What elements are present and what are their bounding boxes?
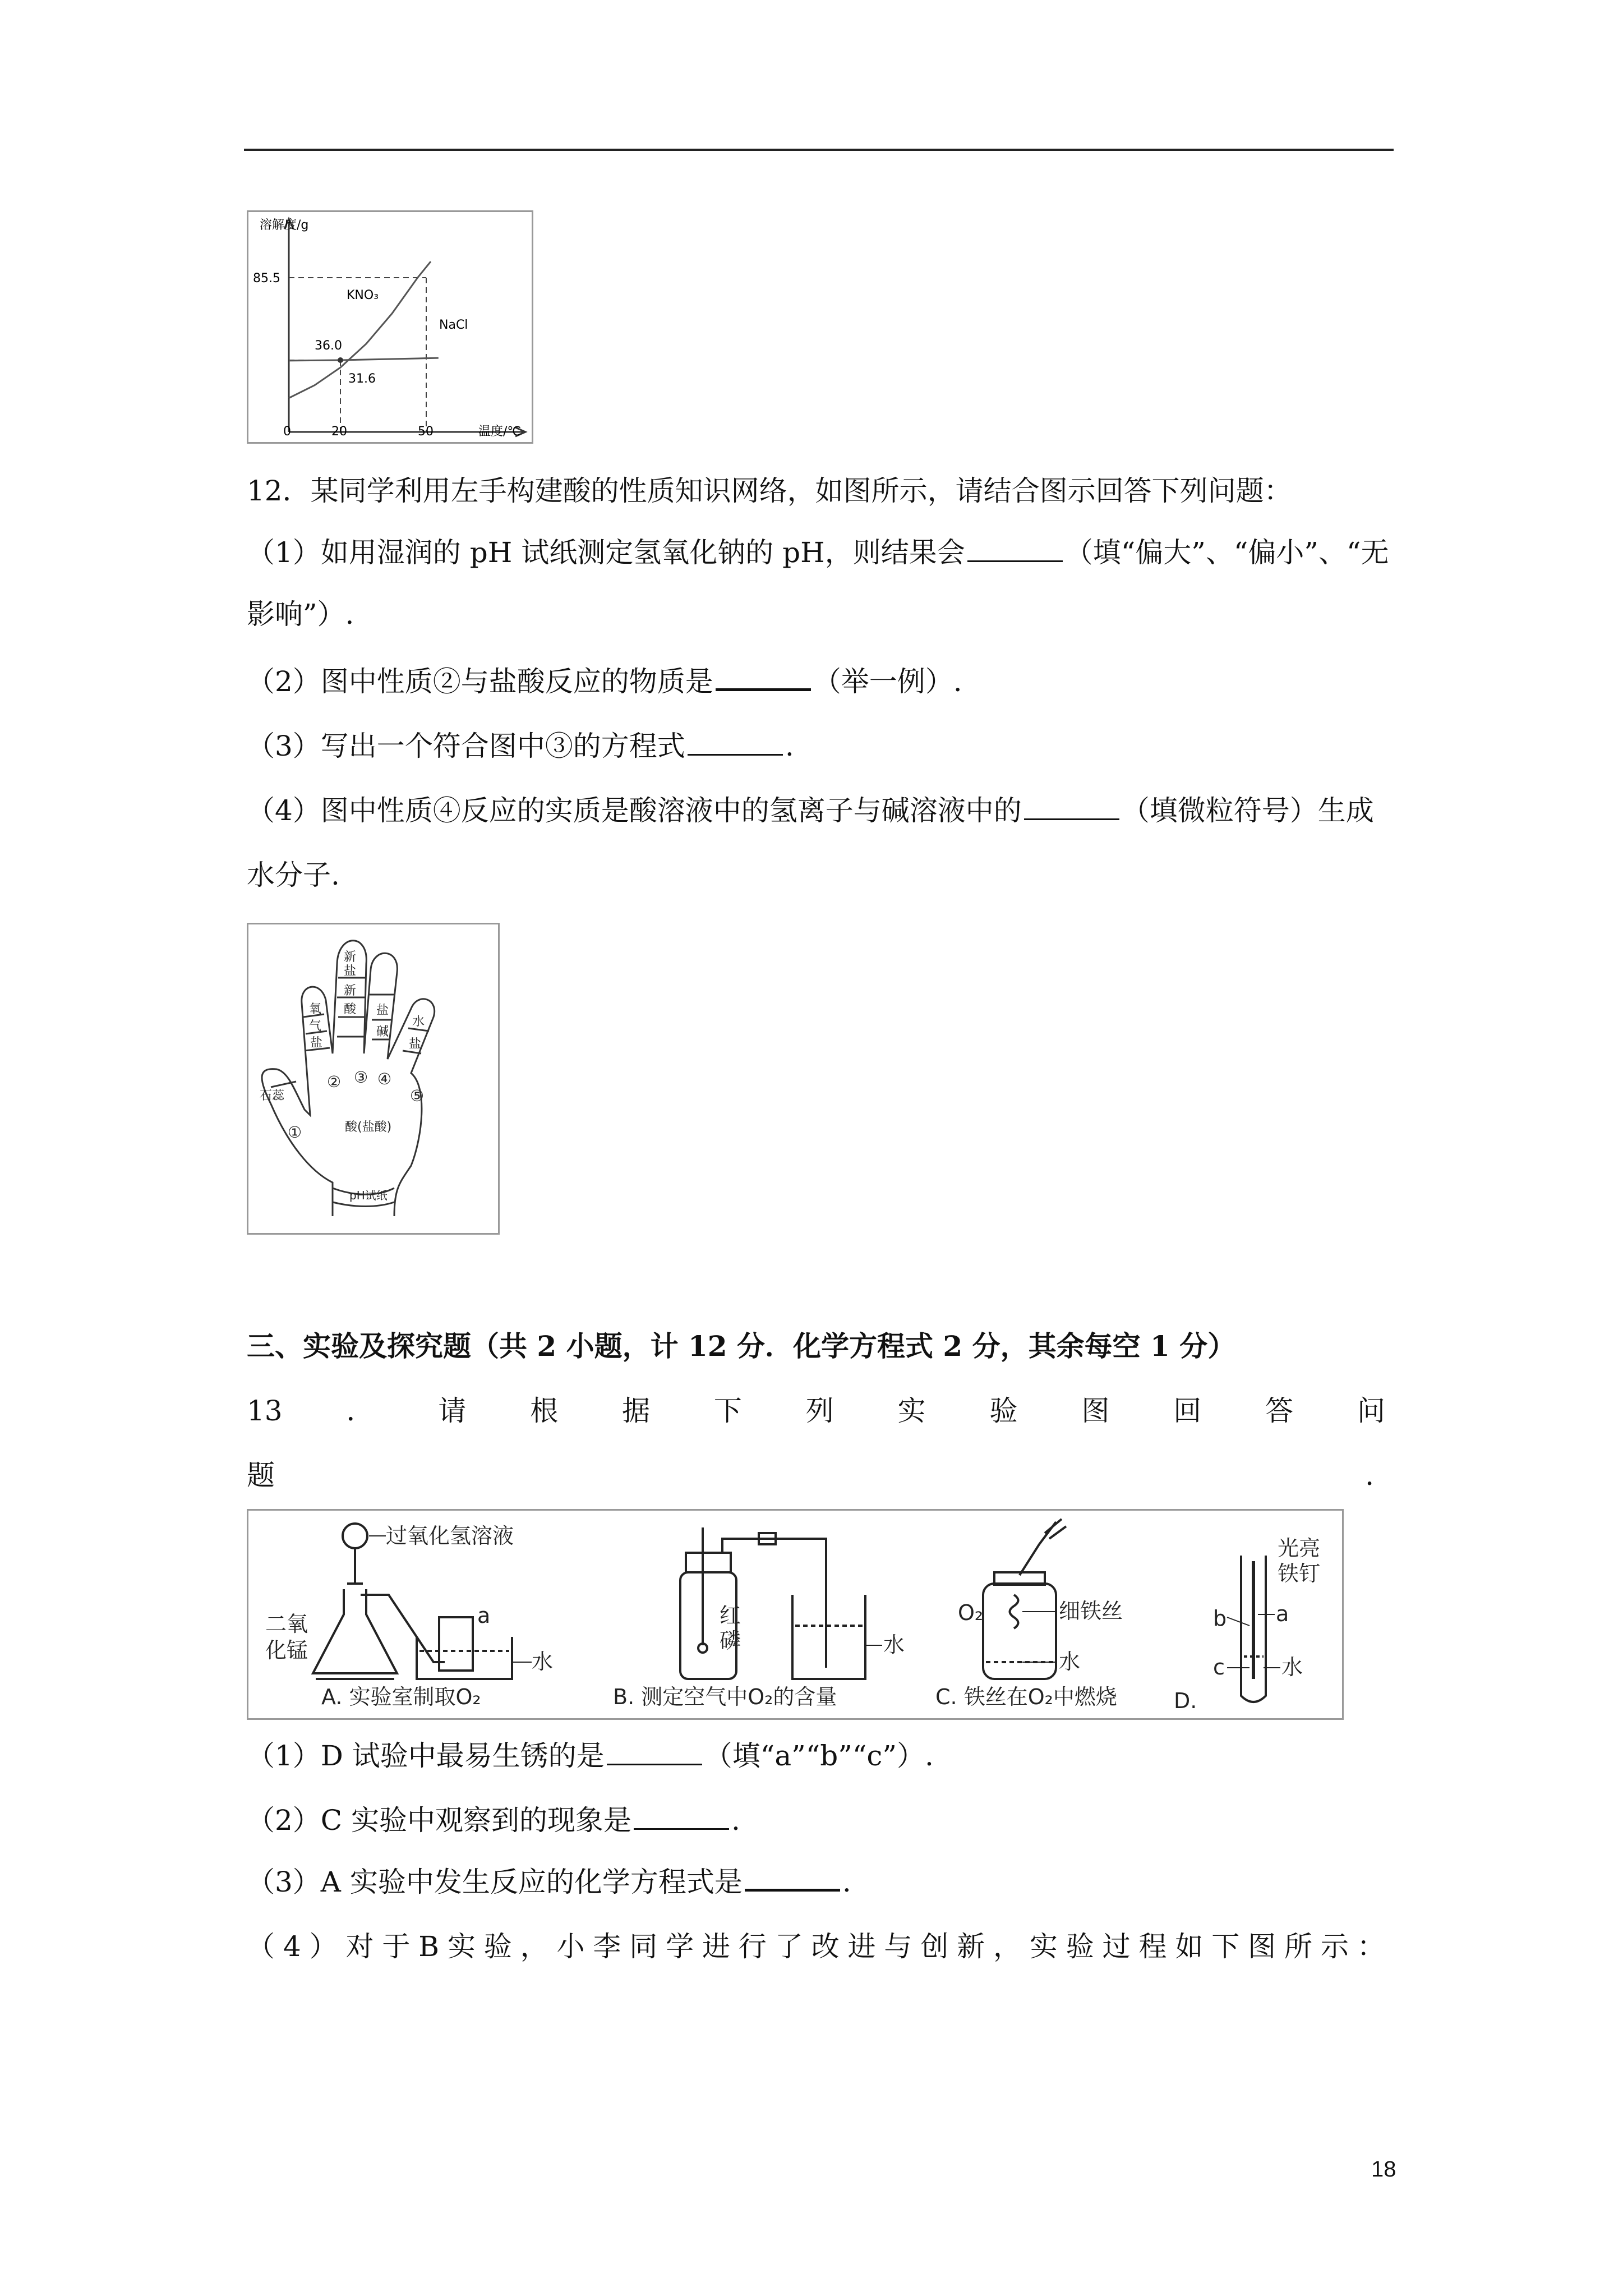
page-number: 18 xyxy=(1371,2157,1396,2182)
q13-part1: （1）D 试验中最易生锈的是 （填“a”“b”“c”）. xyxy=(247,1740,934,1772)
svg-text:b: b xyxy=(1213,1606,1227,1631)
svg-text:盐: 盐 xyxy=(409,1037,422,1051)
svg-text:氧: 氧 xyxy=(309,1002,322,1016)
svg-text:红: 红 xyxy=(720,1603,741,1628)
svg-text:①: ① xyxy=(288,1123,302,1142)
q12-part2: （2）图中性质②与盐酸反应的物质是 （举一例）. xyxy=(247,665,962,698)
svg-text:④: ④ xyxy=(377,1070,392,1088)
svg-text:新: 新 xyxy=(344,984,357,998)
label-36-0: 36.0 xyxy=(315,339,342,353)
svg-text:⑤: ⑤ xyxy=(410,1087,425,1105)
q12-part4: （4）图中性质④反应的实质是酸溶液中的氢离子与碱溶液中的 （填微粒符号）生成 xyxy=(247,794,1374,827)
header-rule xyxy=(244,149,1394,151)
svg-text:水: 水 xyxy=(1059,1649,1081,1674)
label-31-6: 31.6 xyxy=(348,372,376,386)
q12-title: 12．某同学利用左手构建酸的性质知识网络，如图所示，请结合图示回答下列问题： xyxy=(247,475,1292,507)
svg-text:水: 水 xyxy=(883,1632,905,1657)
q13-part4: （ 4 ） 对 于 B 实 验 ， 小 李 同 学 进 行 了 改 进 与 创 新 ， 实 验 过 程 如 下 图 所 示 ： xyxy=(247,1930,1385,1963)
y-tick-85-5: 85.5 xyxy=(253,272,280,286)
answer-blank-12-2[interactable] xyxy=(716,666,811,691)
x-axis-label: 温度/℃ xyxy=(478,425,522,439)
hand-diagram xyxy=(247,923,500,1235)
answer-blank-13-2[interactable] xyxy=(634,1806,729,1830)
x-tick-50: 50 xyxy=(418,425,434,439)
svg-text:O₂: O₂ xyxy=(958,1600,984,1625)
q13-line1: 13 ． 请 根 据 下 列 实 验 图 回 答 问 xyxy=(247,1395,1385,1427)
solubility-chart xyxy=(247,210,533,444)
palm-label: 酸(盐酸) xyxy=(345,1120,392,1134)
svg-text:水: 水 xyxy=(412,1015,425,1029)
section3-title: 三、实验及探究题（共 2 小题，计 12 分．化学方程式 2 分，其余每空 1 分） xyxy=(247,1329,1236,1363)
svg-text:a: a xyxy=(477,1603,491,1628)
wrist-label: pH试纸 xyxy=(349,1189,388,1202)
q12-part3: （3）写出一个符合图中③的方程式 . xyxy=(247,730,794,762)
svg-text:盐: 盐 xyxy=(310,1036,323,1050)
answer-blank-12-4[interactable] xyxy=(1024,796,1119,820)
svg-text:盐: 盐 xyxy=(376,1004,389,1018)
svg-text:碱: 碱 xyxy=(376,1025,389,1039)
q12-part1-cont: 影响”）. xyxy=(247,598,354,631)
kno3-label: KNO₃ xyxy=(347,288,379,302)
exp-a-caption: A. 实验室制取O₂ xyxy=(321,1685,481,1709)
nacl-curve xyxy=(289,358,439,361)
exp-a-top-label: 过氧化氢溶液 xyxy=(386,1524,514,1548)
exp-b-caption: B. 测定空气中O₂的含量 xyxy=(613,1685,837,1709)
svg-text:细铁丝: 细铁丝 xyxy=(1059,1599,1123,1623)
y-axis-label: 溶解度/g xyxy=(260,218,309,232)
q12-part4-cont: 水分子. xyxy=(247,859,340,891)
q13-part3: （3）A 实验中发生反应的化学方程式是 . xyxy=(247,1866,851,1898)
thumb-label: 石蕊 xyxy=(260,1089,285,1103)
svg-text:新: 新 xyxy=(344,950,357,964)
answer-blank-12-3[interactable] xyxy=(688,731,783,756)
svg-text:盐: 盐 xyxy=(344,964,357,978)
experiment-figure xyxy=(247,1509,1344,1720)
exp-d-caption: D. xyxy=(1174,1688,1197,1713)
svg-text:c: c xyxy=(1213,1655,1225,1680)
svg-text:②: ② xyxy=(327,1073,342,1091)
svg-text:水: 水 xyxy=(1281,1655,1303,1680)
svg-text:水: 水 xyxy=(532,1649,554,1674)
svg-text:酸: 酸 xyxy=(344,1002,357,1016)
nacl-label: NaCl xyxy=(439,318,468,332)
svg-text:磷: 磷 xyxy=(720,1628,741,1653)
svg-text:气: 气 xyxy=(309,1019,322,1033)
answer-blank-12-1[interactable] xyxy=(967,538,1063,562)
svg-text:二氧: 二氧 xyxy=(265,1612,308,1636)
q13-part2: （2）C 实验中观察到的现象是 . xyxy=(247,1804,740,1837)
svg-text:化锰: 化锰 xyxy=(265,1638,308,1663)
q12-part1: （1）如用湿润的 pH 试纸测定氢氧化钠的 pH，则结果会 （填“偏大”、“偏小”、“无 xyxy=(247,536,1389,569)
svg-text:③: ③ xyxy=(354,1068,368,1087)
svg-text:铁钉: 铁钉 xyxy=(1278,1561,1321,1586)
intersection-point xyxy=(338,357,343,363)
svg-text:a: a xyxy=(1276,1602,1289,1626)
x-tick-0: 0 xyxy=(283,425,291,439)
exp-c-caption: C. 铁丝在O₂中燃烧 xyxy=(935,1685,1117,1709)
answer-blank-13-1[interactable] xyxy=(607,1741,702,1765)
x-tick-20: 20 xyxy=(331,425,347,439)
svg-text:光亮: 光亮 xyxy=(1278,1536,1321,1561)
answer-blank-13-3[interactable] xyxy=(745,1866,840,1892)
q13-line2: 题 . xyxy=(247,1459,1374,1492)
